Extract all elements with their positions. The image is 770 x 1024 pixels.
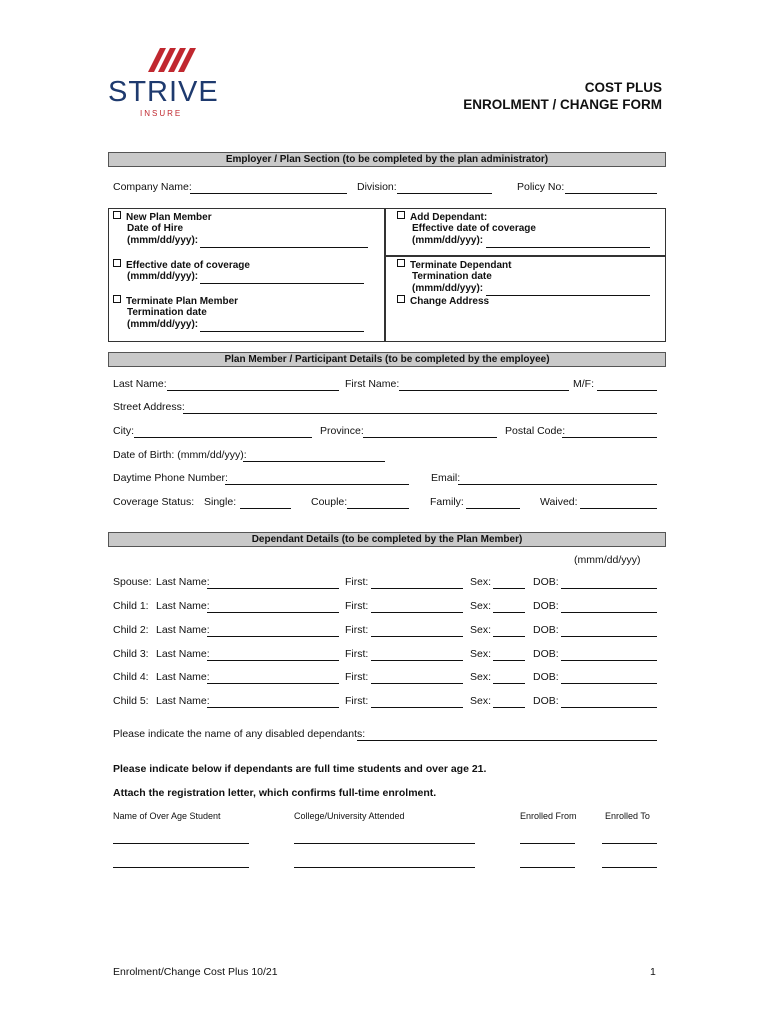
coverage-status-label: Coverage Status: xyxy=(113,496,195,508)
phone-field[interactable] xyxy=(225,472,409,485)
dependant-sex-label: Sex: xyxy=(470,600,492,612)
dependant-dob-label: DOB: xyxy=(533,600,559,612)
dependant-first-name-field[interactable] xyxy=(371,600,463,613)
dependant-last-name-field[interactable] xyxy=(207,671,339,684)
division-field[interactable] xyxy=(397,181,492,194)
member-section-bar: Plan Member / Participant Details (to be completed by the employee) xyxy=(108,352,666,367)
dependant-first-name-field[interactable] xyxy=(371,671,463,684)
letter-note: Attach the registration letter, which confirms full-time enrolment. xyxy=(113,787,437,799)
option-terminate-dependant[interactable]: Terminate Dependant xyxy=(397,259,512,273)
postal-code-label: Postal Code: xyxy=(505,425,566,437)
enrolled-to-field-2[interactable] xyxy=(602,855,657,868)
option-new-plan-member[interactable]: New Plan Member xyxy=(113,211,212,225)
dependant-last-name-field[interactable] xyxy=(207,648,339,661)
last-name-field[interactable] xyxy=(167,378,339,391)
policy-no-label: Policy No: xyxy=(517,181,565,193)
waived-label: Waived: xyxy=(540,496,578,508)
enrolled-to-field-1[interactable] xyxy=(602,831,657,844)
couple-field[interactable] xyxy=(347,496,409,509)
dob-field[interactable] xyxy=(243,449,385,462)
dependant-dob-field[interactable] xyxy=(561,600,657,613)
dependant-sex-field[interactable] xyxy=(493,695,525,708)
province-label: Province: xyxy=(320,425,364,437)
date-of-hire-label: Date of Hire xyxy=(127,223,184,234)
col-college: College/University Attended xyxy=(294,811,405,821)
dependant-last-name-field[interactable] xyxy=(207,576,339,589)
dob-format-hint: (mmm/dd/yyy) xyxy=(574,554,641,566)
dependant-dob-field[interactable] xyxy=(561,624,657,637)
dependant-first-name-label: First: xyxy=(345,576,369,588)
dependant-who-label: Child 5: xyxy=(113,695,149,707)
dependant-who-label: Child 2: xyxy=(113,624,149,636)
city-field[interactable] xyxy=(134,425,312,438)
footer-form-id: Enrolment/Change Cost Plus 10/21 xyxy=(113,966,278,978)
first-name-label: First Name: xyxy=(345,378,400,390)
dependant-first-name-label: First: xyxy=(345,624,369,636)
dependant-first-name-field[interactable] xyxy=(371,695,463,708)
dependant-dob-field[interactable] xyxy=(561,671,657,684)
dependant-section-bar: Dependant Details (to be completed by the Plan Member) xyxy=(108,532,666,547)
dependant-dob-label: DOB: xyxy=(533,671,559,683)
dependant-sex-field[interactable] xyxy=(493,671,525,684)
dependant-dob-label: DOB: xyxy=(533,624,559,636)
dependant-first-name-field[interactable] xyxy=(371,624,463,637)
email-label: Email: xyxy=(431,472,461,484)
effective-date-format: (mmm/dd/yyy): xyxy=(127,271,199,282)
checkbox[interactable] xyxy=(397,211,405,219)
dependant-last-name-label: Last Name: xyxy=(156,576,210,588)
dependant-dob-label: DOB: xyxy=(533,648,559,660)
checkbox[interactable] xyxy=(113,295,121,303)
dependant-dob-label: DOB: xyxy=(533,576,559,588)
form-title-1: COST PLUS xyxy=(584,80,662,95)
mf-label: M/F: xyxy=(573,378,594,390)
dependant-last-name-label: Last Name: xyxy=(156,671,210,683)
dependant-first-name-field[interactable] xyxy=(371,648,463,661)
dependant-sex-label: Sex: xyxy=(470,695,492,707)
province-field[interactable] xyxy=(363,425,497,438)
disabled-dependants-label: Please indicate the name of any disabled dependants: xyxy=(113,728,366,740)
effective-date-field[interactable] xyxy=(200,271,364,284)
termination-date-format: (mmm/dd/yyy): xyxy=(127,319,199,330)
option-effective-date[interactable]: Effective date of coverage xyxy=(113,259,250,273)
street-address-label: Street Address: xyxy=(113,401,185,413)
policy-no-field[interactable] xyxy=(565,181,657,194)
dependant-who-label: Child 1: xyxy=(113,600,149,612)
dependant-last-name-field[interactable] xyxy=(207,695,339,708)
col-enrolled-from: Enrolled From xyxy=(520,811,577,821)
enrolled-from-field-1[interactable] xyxy=(520,831,575,844)
dependant-dob-field[interactable] xyxy=(561,576,657,589)
employer-section-bar: Employer / Plan Section (to be completed by the plan administrator) xyxy=(108,152,666,167)
email-field[interactable] xyxy=(458,472,657,485)
dependant-last-name-label: Last Name: xyxy=(156,600,210,612)
dependant-dob-field[interactable] xyxy=(561,695,657,708)
postal-code-field[interactable] xyxy=(562,425,657,438)
dependant-sex-field[interactable] xyxy=(493,600,525,613)
city-label: City: xyxy=(113,425,134,437)
checkbox[interactable] xyxy=(113,259,121,267)
first-name-field[interactable] xyxy=(399,378,569,391)
dependant-who-label: Child 4: xyxy=(113,671,149,683)
dependant-last-name-field[interactable] xyxy=(207,624,339,637)
waived-field[interactable] xyxy=(580,496,657,509)
enrolled-from-field-2[interactable] xyxy=(520,855,575,868)
dependant-sex-field[interactable] xyxy=(493,624,525,637)
dependant-dob-field[interactable] xyxy=(561,648,657,661)
terminate-dependant-date-label: Termination date xyxy=(412,271,492,282)
dependant-who-label: Spouse: xyxy=(113,576,152,588)
dependant-sex-label: Sex: xyxy=(470,624,492,636)
family-label: Family: xyxy=(430,496,464,508)
dependant-first-name-label: First: xyxy=(345,648,369,660)
termination-date-field[interactable] xyxy=(200,319,364,332)
last-name-label: Last Name: xyxy=(113,378,167,390)
dependant-last-name-label: Last Name: xyxy=(156,624,210,636)
termination-date-label: Termination date xyxy=(127,307,207,318)
checkbox[interactable] xyxy=(397,295,405,303)
date-of-hire-field[interactable] xyxy=(200,235,368,248)
dependant-sex-label: Sex: xyxy=(470,576,492,588)
checkbox[interactable] xyxy=(113,211,121,219)
mf-field[interactable] xyxy=(597,378,657,391)
checkbox[interactable] xyxy=(397,259,405,267)
students-note: Please indicate below if dependants are full time students and over age 21. xyxy=(113,763,487,775)
disabled-dependants-field[interactable] xyxy=(357,728,657,741)
dependant-sex-label: Sex: xyxy=(470,648,492,660)
date-of-hire-format: (mmm/dd/yyy): xyxy=(127,235,199,246)
dependant-last-name-label: Last Name: xyxy=(156,695,210,707)
option-add-dependant[interactable]: Add Dependant: xyxy=(397,211,487,225)
couple-label: Couple: xyxy=(311,496,348,508)
dependant-dob-label: DOB: xyxy=(533,695,559,707)
add-dependant-effective-label: Effective date of coverage xyxy=(412,223,536,234)
dependant-sex-field[interactable] xyxy=(493,648,525,661)
street-address-field[interactable] xyxy=(183,401,657,414)
terminate-dependant-format: (mmm/dd/yyy): xyxy=(412,283,484,294)
dependant-sex-label: Sex: xyxy=(470,671,492,683)
col-enrolled-to: Enrolled To xyxy=(605,811,650,821)
form-title-2: ENROLMENT / CHANGE FORM xyxy=(463,97,662,112)
phone-label: Daytime Phone Number: xyxy=(113,472,228,484)
company-name-field[interactable] xyxy=(190,181,347,194)
dependant-last-name-field[interactable] xyxy=(207,600,339,613)
dependant-last-name-label: Last Name: xyxy=(156,648,210,660)
dependant-first-name-label: First: xyxy=(345,671,369,683)
division-label: Division: xyxy=(357,181,397,193)
student-name-field-1[interactable] xyxy=(113,831,249,844)
logo-wordmark: STRIVE xyxy=(108,76,219,108)
dependant-sex-field[interactable] xyxy=(493,576,525,589)
add-dependant-format: (mmm/dd/yyy): xyxy=(412,235,484,246)
dependant-first-name-label: First: xyxy=(345,600,369,612)
dependant-first-name-label: First: xyxy=(345,695,369,707)
college-field-1[interactable] xyxy=(294,831,475,844)
single-label: Single: xyxy=(204,496,237,508)
dependant-first-name-field[interactable] xyxy=(371,576,463,589)
dependant-who-label: Child 3: xyxy=(113,648,149,660)
option-terminate-plan-member[interactable]: Terminate Plan Member xyxy=(113,295,238,309)
terminate-dependant-date-field[interactable] xyxy=(486,283,650,296)
college-field-2[interactable] xyxy=(294,855,475,868)
student-name-field-2[interactable] xyxy=(113,855,249,868)
logo-subtitle: INSURE xyxy=(140,109,183,118)
add-dependant-date-field[interactable] xyxy=(486,235,650,248)
option-change-address[interactable]: Change Address xyxy=(397,295,489,309)
single-field[interactable] xyxy=(240,496,291,509)
company-name-label: Company Name: xyxy=(113,181,192,193)
page-number: 1 xyxy=(650,966,656,978)
col-student-name: Name of Over Age Student xyxy=(113,811,221,821)
dob-label: Date of Birth: (mmm/dd/yyy): xyxy=(113,449,247,461)
family-field[interactable] xyxy=(466,496,520,509)
